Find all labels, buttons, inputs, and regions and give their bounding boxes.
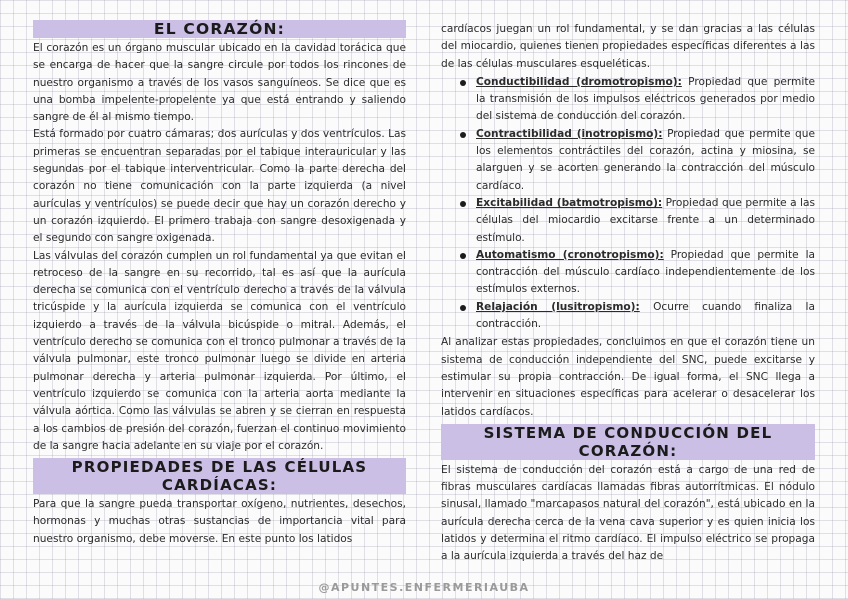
- footer-watermark: @APUNTES.ENFERMERIAUBA: [318, 581, 530, 594]
- property-term: Contractibilidad (inotropismo):: [476, 127, 663, 140]
- property-text: Ocurre cuando finaliza la contracción.: [476, 300, 815, 331]
- title-sistema-conduccion: SISTEMA DE CONDUCCIÓN DEL CORAZÓN:: [441, 424, 815, 460]
- list-item: [476, 247, 815, 299]
- property-term: Conductibilidad (dromotropismo):: [476, 75, 682, 88]
- property-term: Excitabilidad (batmotropismo):: [476, 196, 663, 209]
- paragraph-propiedades-intro: Para que la sangre pueda transportar oxígeno, nutrientes, desechos, hormonas y muchas otras sustancias de importancia vital para nuestro organismo, debe moverse. En este punto los latidos: [33, 498, 406, 545]
- bullet-icon: [460, 80, 466, 86]
- left-column: [33, 20, 406, 548]
- bullet-icon: [460, 253, 466, 259]
- list-item: [476, 195, 815, 247]
- list-item: [476, 126, 815, 195]
- property-term: Automatismo (cronotropismo):: [476, 248, 664, 261]
- paragraph-valves: Las válvulas del corazón cumplen un rol fundamental ya que evitan el retroceso de la sangre en su recorrido, tal es así que la aurícula derecha se comunica con el ventrículo derecho a través de la válvula tricúspide y la aurícula izquierda se comunica con el ventrículo izquierdo a través de la válvula bicúspide o mitral. Además, el ventrículo derecho se comunica con el tronco pulmonar a través de la válvula pulmonar, este tronco pulmonar luego se divide en arteria pulmonar derecha y arteria pulmonar izquierda. Por último, el ventrículo izquierdo se comunica con la arteria aorta mediante la válvula aórtica. Como las válvulas se abren y se cierran en respuesta a los cambios de presión del corazón, fuerzan el continuo movimiento de la sangre hacia adelante en su viaje por el corazón.: [33, 249, 406, 452]
- paragraph-chambers: Está formado por cuatro cámaras; dos aurículas y dos ventrículos. Las primeras se encuentran separadas por el tabique interauricular y las segundas por el tabique interventricular. Como la parte derecha del corazón no tiene comunicación con la parte izquierda (a nivel aurículas y ventrículos) se puede decir que hay un corazón derecho y un corazón izquierdo. El primero trabaja con sangre desoxigenada y el segundo con sangre oxigenada.: [33, 128, 406, 245]
- paragraph-continuation: cardíacos juegan un rol fundamental, y se dan gracias a las células del miocardio, quienes tienen propiedades específicas diferentes a las de las células musculares esqueléticas.: [441, 23, 815, 70]
- paragraph-sistema-conduccion: El sistema de conducción del corazón está a cargo de una red de fibras musculares cardíacas llamadas fibras autorrítmicas. El nódulo sinusal, llamado "marcapasos natural del corazón", está ubicado en la aurícula derecha cerca de la vena cava superior y es quien inicia los latidos y determina el ritmo cardíaco. El impulso eléctrico se propaga a la aurícula izquierda a través del haz de: [441, 463, 815, 563]
- property-term: Relajación (lusitropismo):: [476, 300, 640, 313]
- bullet-icon: [460, 201, 466, 207]
- list-item: [476, 299, 815, 334]
- property-text: Propiedad que permite la contracción del músculo cardíaco independientemente de los estímulos externos.: [476, 248, 815, 296]
- property-text: Propiedad que permite a las células del miocardio excitarse frente a un determinado estímulo.: [476, 196, 815, 244]
- property-text: Propiedad que permite que los elementos contráctiles del corazón, actina y miosina, se alarguen y se acorten generando la contracción del músculo cardíaco.: [476, 127, 815, 192]
- list-item: [476, 74, 815, 126]
- paragraph-intro: El corazón es un órgano muscular ubicado en la cavidad torácica que se encarga de hacer que la sangre circule por todos los rincones de nuestro organismo a través de los vasos sanguíneos. Se dice que es una bomba impelente-propelente ya que está entrando y saliendo sangre de él al mismo tiempo.: [33, 42, 406, 124]
- paragraph-conclusion: Al analizar estas propiedades, concluimos en que el corazón tiene un sistema de conducción independiente del SNC, puede excitarse y estimular su propia contracción. De igual forma, el SNC llega a intervenir en situaciones específicas para acelerar o desacelerar los latidos cardíacos.: [441, 336, 815, 418]
- property-text: Propiedad que permite la transmisión de los impulsos eléctricos generados por medio del sistema de conducción del corazón.: [476, 75, 815, 123]
- properties-list: [441, 74, 815, 333]
- title-propiedades: PROPIEDADES DE LAS CÉLULAS CARDÍACAS:: [33, 458, 406, 494]
- bullet-icon: [460, 305, 466, 311]
- right-column: [441, 21, 815, 566]
- title-el-corazon: EL CORAZÓN:: [33, 20, 406, 38]
- bullet-icon: [460, 132, 466, 138]
